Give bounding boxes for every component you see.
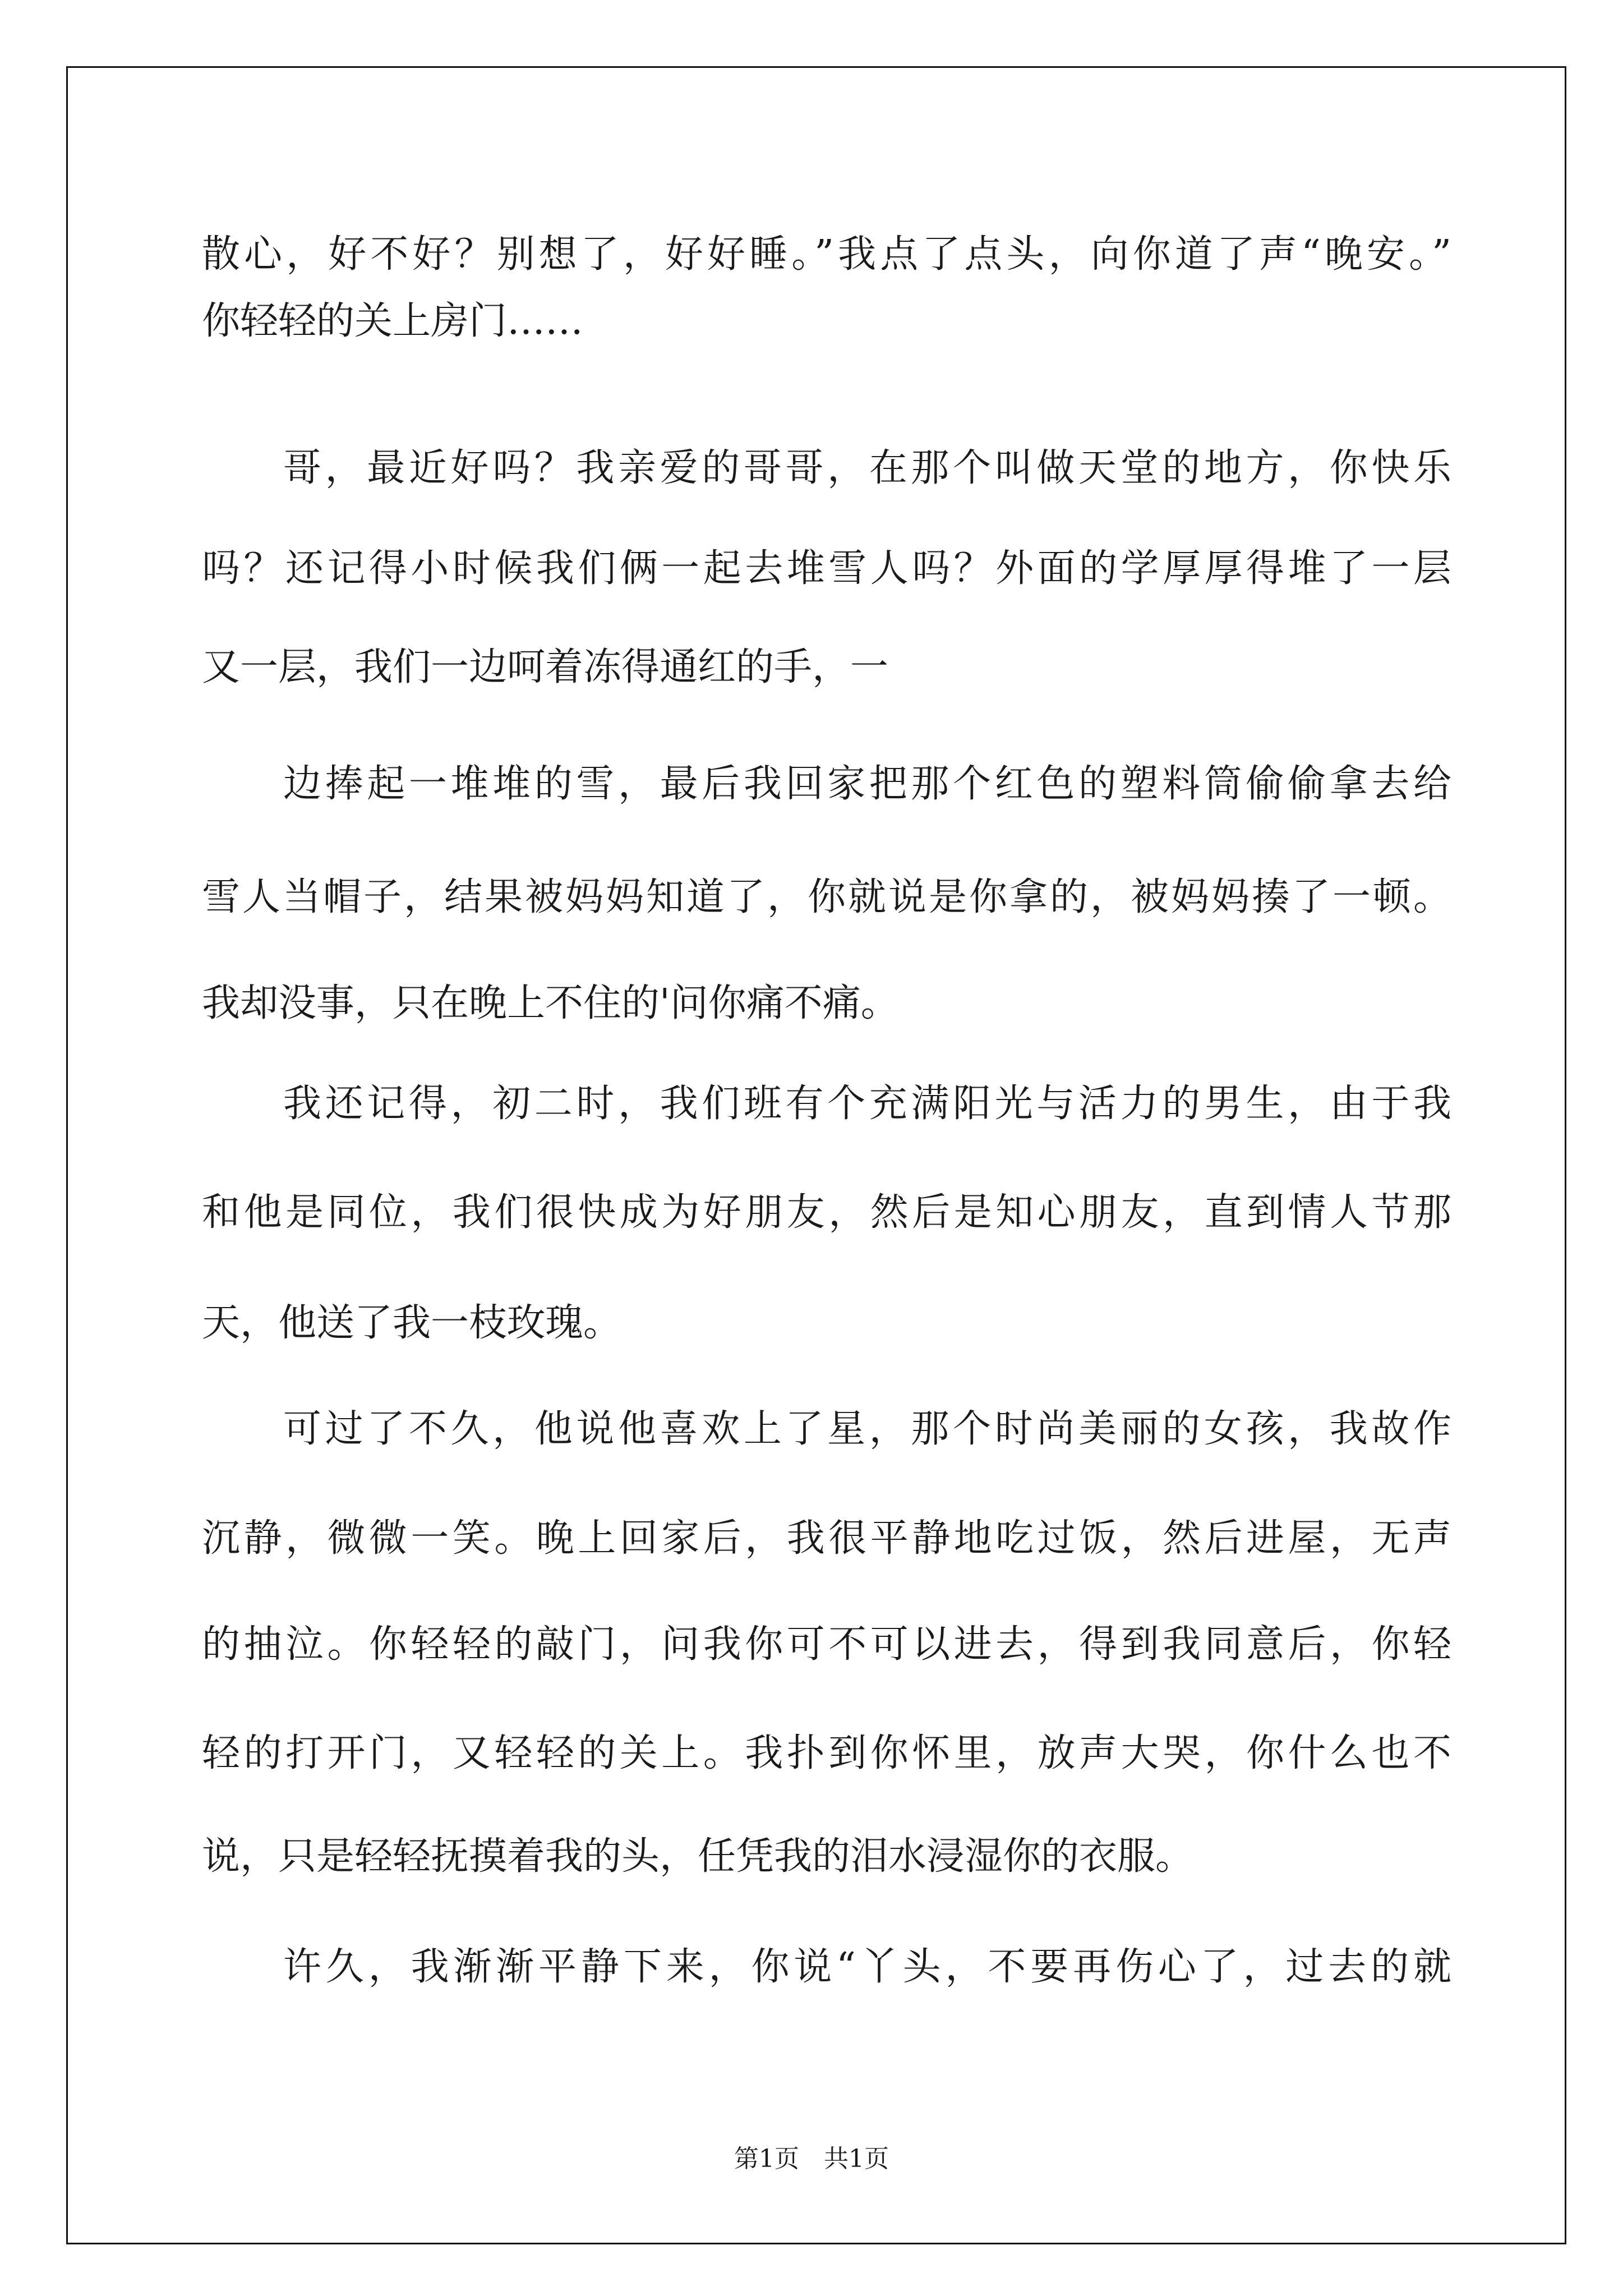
text-line: 许久，我渐渐平静下来，你说“丫头，不要再伤心了，过去的就 [283,1945,1451,1989]
text-line: 说，只是轻轻抚摸着我的头，任凭我的泪水浸湿你的衣服。 [202,1834,1194,1879]
text-line: 散心，好不好？别想了，好好睡。”我点了点头，向你道了声“晚安。” [202,232,1451,277]
text-line: 轻的打开门，又轻轻的关上。我扑到你怀里，放声大哭，你什么也不 [202,1731,1451,1775]
text-line: 天，他送了我一枝玫瑰。 [202,1301,622,1345]
text-line: 哥，最近好吗？我亲爱的哥哥，在那个叫做天堂的地方，你快乐 [283,446,1451,490]
page-footer: 第1页 共1页 [734,2145,889,2173]
text-line: 我却没事，只在晚上不住的'问你痛不痛。 [202,981,899,1025]
text-line: 雪人当帽子，结果被妈妈知道了，你就说是你拿的，被妈妈揍了一顿。 [202,875,1451,919]
text-line: 的抽泣。你轻轻的敲门，问我你可不可以进去，得到我同意后，你轻 [202,1622,1451,1667]
text-line: 我还记得，初二时，我们班有个充满阳光与活力的男生，由于我 [283,1082,1451,1126]
text-line: 沉静，微微一笑。晚上回家后，我很平静地吃过饭，然后进屋，无声 [202,1516,1451,1561]
text-line: 你轻轻的关上房门…… [202,299,584,343]
text-line: 边捧起一堆堆的雪，最后我回家把那个红色的塑料筒偷偷拿去给 [283,762,1451,806]
text-line: 可过了不久，他说他喜欢上了星，那个时尚美丽的女孩，我故作 [283,1407,1451,1451]
text-line: 吗？还记得小时候我们俩一起去堆雪人吗？外面的学厚厚得堆了一层 [202,546,1451,591]
text-line: 和他是同位，我们很快成为好朋友，然后是知心朋友，直到情人节那 [202,1190,1451,1235]
page-border [66,66,1566,2244]
text-line: 又一层，我们一边呵着冻得通红的手，一 [202,645,889,689]
